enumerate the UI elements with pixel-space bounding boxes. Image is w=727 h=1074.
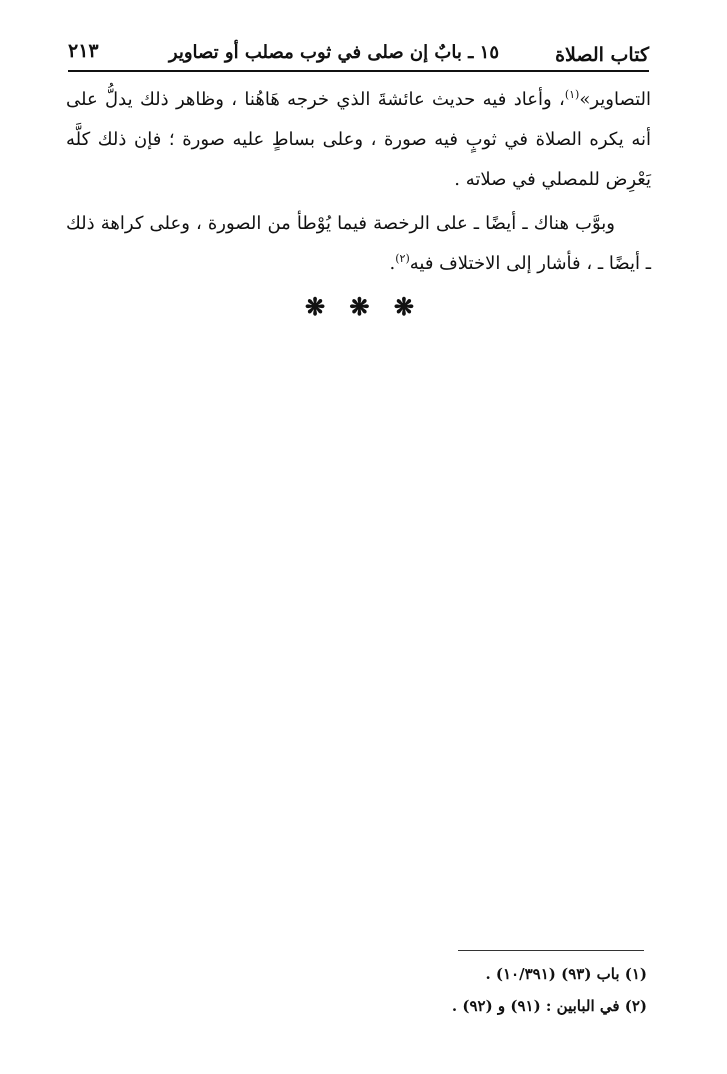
running-header <box>68 38 649 68</box>
page-number: ٢١٣ <box>68 40 99 62</box>
header-divider <box>68 70 649 72</box>
book-title: كتاب الصلاة <box>555 44 649 66</box>
footnote-ref-2: (٢) <box>395 252 410 265</box>
footnote-2: (٢) في البابين : (٩١) و (٩٢) . <box>451 997 647 1015</box>
main-text <box>66 80 651 284</box>
footnotes <box>452 958 647 1022</box>
paragraph-1-start: التصاوير» <box>579 89 651 110</box>
footnote-divider <box>458 950 644 951</box>
paragraph-2 <box>66 204 651 284</box>
section-separator: ❋ ❋ ❋ <box>304 292 423 321</box>
paragraph-1-rest: ، وأعاد فيه حديث عائشةَ الذي خرجه هَاهُنا ، وظاهر ذلك يدلُّ على أنه يكره الصلاة في ثوبٍ فيه صورة ، وعلى بساطٍ عليه صورة ؛ فإن ذلك كلَّه يَعْرِض للمصلي في صلاته . <box>66 89 651 190</box>
footnote-1: (١) باب (٩٣) (١٠/٣٩١) . <box>485 965 647 983</box>
paragraph-2-end: . <box>389 253 396 274</box>
paragraph-1 <box>66 80 651 200</box>
chapter-title: ١٥ ـ بابٌ إن صلى في ثوب مصلب أو تصاوير <box>168 42 499 63</box>
paragraph-2-start: وبوَّب هناك ـ أيضًا ـ على الرخصة فيما يُوْطأ من الصورة ، وعلى كراهة ذلك ـ أيضًا ـ ، فأشار إلى الاختلاف فيه <box>66 213 651 274</box>
footnote-ref-1: (١) <box>564 88 580 101</box>
